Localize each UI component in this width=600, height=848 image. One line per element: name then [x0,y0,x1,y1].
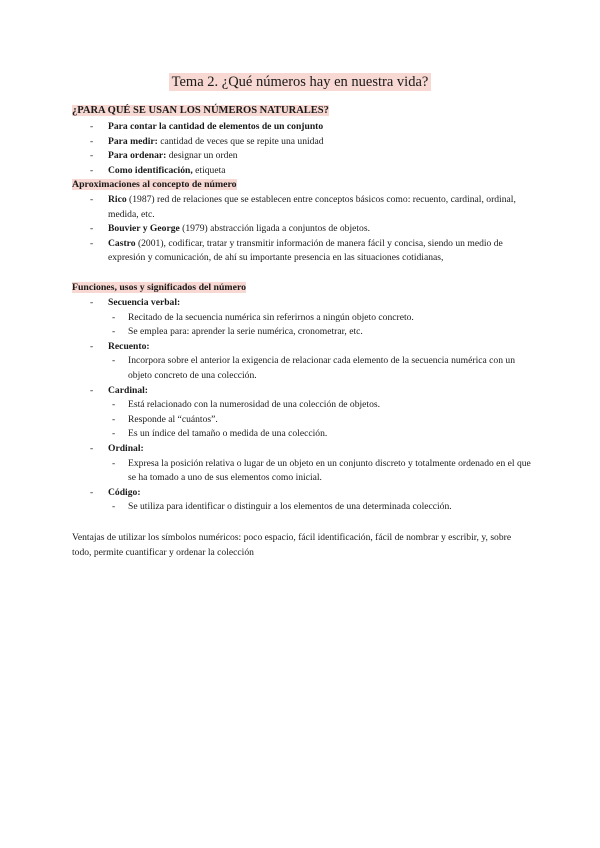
section3-heading: Funciones, usos y significados del número [72,282,247,293]
sub-item: - Incorpora sobre el anterior la exigencia de relacionar cada elemento de la secuencia numérica con un objeto concreto de una colección. [112,355,516,381]
document-title [0,73,600,91]
section1-list [72,120,532,178]
group-label: - Recuento: [90,340,150,352]
list-item: - Bouvier y George (1979) abstracción ligada a conjuntos de objetos. [90,223,370,235]
document-title-text: Tema 2. ¿Qué números hay en nuestra vida? [169,73,432,91]
section2-heading: Aproximaciones al concepto de número [72,179,237,190]
group-label: - Secuencia verbal: [90,297,181,308]
section2-list [72,193,532,266]
sub-item: - Es un índice del tamaño o medida de una colección. [112,428,328,440]
list-item: - Castro (2001), codificar, tratar y transmitir información de manera fácil y concisa, siendo un medio de expresión y comunicación, de ahí su importante presencia en las situaciones cotidianas, [90,237,503,264]
sub-item: - Responde al “cuántos”. [112,413,218,425]
sub-item: - Se utiliza para identificar o distinguir a los elementos de una determinada colección. [112,501,452,513]
list-item: - Para contar la cantidad de elementos de un conjunto [90,121,324,132]
list-item: - Como identificación, etiqueta [90,164,226,176]
group-label: - Ordinal: [90,442,144,454]
sub-item: - Se emplea para: aprender la serie numérica, cronometrar, etc. [112,326,363,338]
sub-item: - Está relacionado con la numerosidad de una colección de objetos. [112,399,381,411]
sub-item: - Recitado de la secuencia numérica sin referirnos a ningún objeto concreto. [112,311,414,323]
sub-item: - Expresa la posición relativa o lugar de un objeto en un conjunto discreto y totalmente ordenado en el que se ha tomado a uno de sus elementos como inicial. [112,457,531,484]
list-item: - Para medir: cantidad de veces que se repite una unidad [90,135,324,147]
list-item: - Para ordenar: designar un orden [90,150,238,162]
section1-heading: ¿PARA QUÉ SE USAN LOS NÚMEROS NATURALES? [72,105,329,116]
closing-paragraph: Ventajas de utilizar los símbolos numéricos: poco espacio, fácil identificación, fácil de nombrar y escribir, y, sobre todo, permite cuantificar y ordenar la colección [72,532,512,558]
group-label: - Código: [90,486,141,498]
group-label: - Cardinal: [90,384,148,396]
list-item: - Rico (1987) red de relaciones que se establecen entre conceptos básicos como: recuento, cardinal, ordinal, medida, etc. [90,194,516,220]
section3-list [72,296,532,515]
